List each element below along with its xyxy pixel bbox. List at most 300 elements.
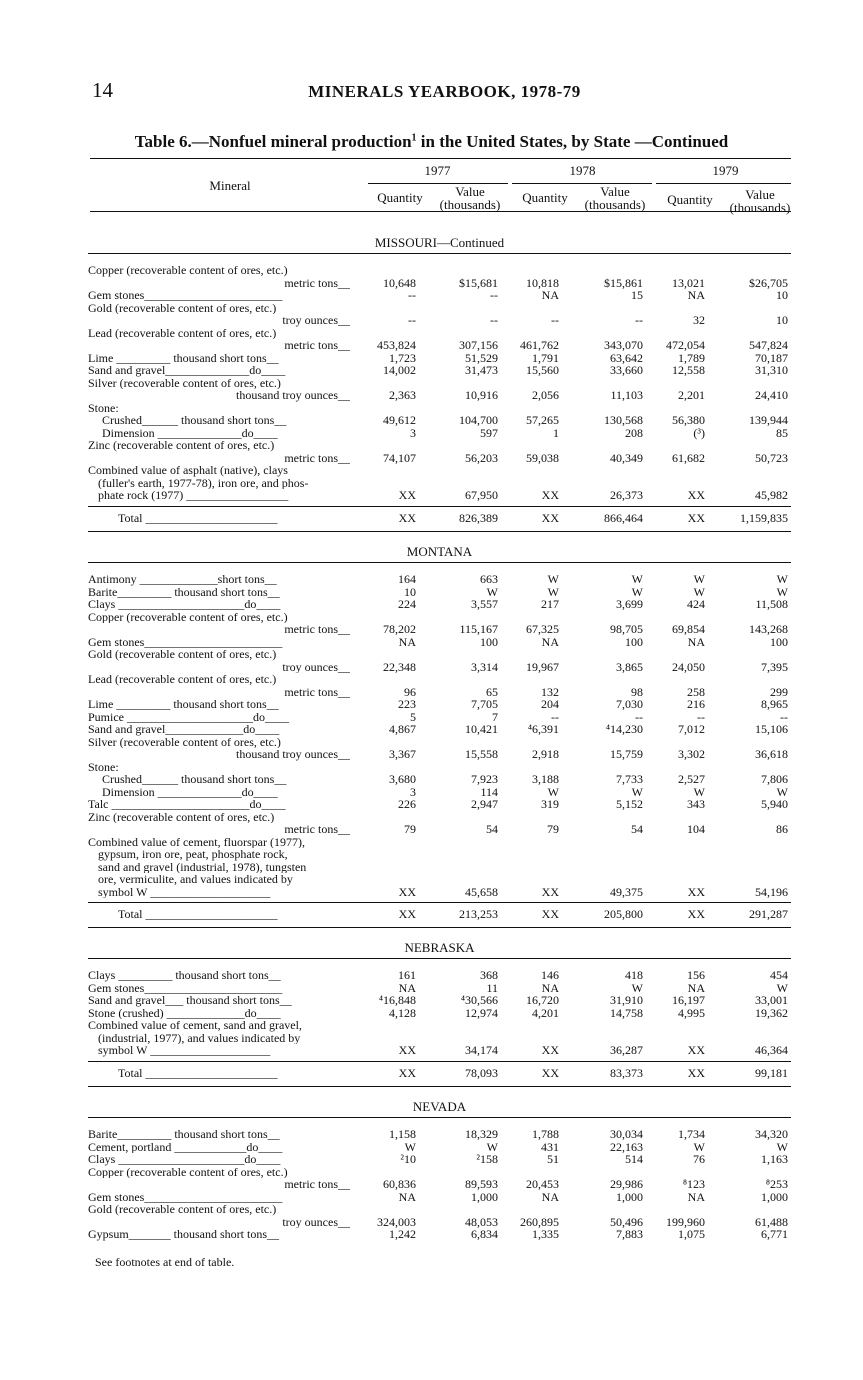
table-row (88, 586, 791, 599)
total-label: Total ______________________ (118, 1065, 278, 1080)
row-value: W (693, 584, 705, 599)
table-row (88, 798, 791, 811)
row-value: W (693, 784, 705, 799)
row-value: W (693, 572, 705, 586)
row-value: 319 (541, 797, 559, 811)
value-header-line1: Value (745, 187, 775, 202)
row-value: 31,310 (755, 363, 788, 377)
row-value: 61,488 (755, 1214, 788, 1229)
row-value: 70,187 (755, 350, 788, 365)
row-value: 11 (486, 980, 498, 995)
row-value: NA (398, 1189, 416, 1204)
row-value: 15,560 (526, 363, 559, 377)
row-label: symbol W ____________________ (98, 885, 271, 898)
table-row (88, 836, 791, 849)
row-value: 22,163 (610, 1139, 643, 1154)
footnote: See footnotes at end of table. (95, 1255, 235, 1269)
row-value: 31,473 (465, 363, 498, 377)
total-value: 205,800 (604, 907, 643, 921)
row-value: 104 (687, 822, 705, 836)
table-title-footnote-mark: 1 (411, 132, 417, 144)
row-value: -- (408, 288, 416, 302)
row-value: NA (541, 634, 559, 649)
row-value: 1,163 (761, 1152, 788, 1166)
row-value: 3,865 (616, 659, 643, 674)
row-value: (³) (693, 425, 705, 440)
total-label: Total ______________________ (118, 510, 278, 525)
row-value: $26,705 (749, 275, 788, 290)
row-value: XX (398, 1043, 416, 1057)
row-value: 146 (541, 968, 559, 982)
row-value: 61,682 (672, 450, 705, 465)
row-value: 1,000 (471, 1189, 498, 1204)
row-label: Copper (recoverable content of ores, etc.) (88, 1165, 288, 1178)
row-label: Sand and gravel______________do____ (88, 364, 286, 377)
row-value: 204 (541, 697, 559, 711)
row-label: Lead (recoverable content of ores, etc.) (88, 326, 277, 339)
row-value: 132 (541, 684, 559, 699)
row-value: NA (541, 1189, 559, 1204)
row-label: Crushed______ thousand short tons__ (102, 414, 287, 427)
table-row (88, 686, 791, 699)
row-value: 2,363 (389, 388, 416, 402)
row-value: 10,421 (465, 722, 498, 736)
row-value: W (547, 784, 559, 799)
row-label: troy ounces__ (282, 314, 350, 327)
table-row (88, 786, 791, 799)
row-value: W (776, 584, 788, 599)
row-value: NA (687, 1189, 705, 1204)
row-value: 4,995 (678, 1005, 705, 1020)
section-rule (88, 562, 791, 563)
book-title: MINERALS YEARBOOK, 1978-79 (308, 82, 581, 101)
row-value: 7,923 (471, 772, 498, 786)
row-value: $15,861 (604, 275, 643, 290)
year-label-1977: 1977 (424, 163, 451, 178)
row-value: 7,733 (616, 772, 643, 786)
row-value: 34,320 (755, 1127, 788, 1141)
row-value: NA (687, 980, 705, 995)
total-value: 99,181 (755, 1065, 788, 1080)
table-row (88, 848, 791, 861)
total-row (88, 903, 791, 925)
row-label: Gem stones_______________________ (88, 635, 283, 648)
section-0 (88, 233, 791, 532)
row-value: W (693, 1139, 705, 1154)
row-label: Zinc (recoverable content of ores, etc.) (88, 810, 275, 823)
row-label: Gold (recoverable content of ores, etc.) (88, 648, 277, 661)
row-label: Sand and gravel___ thousand short tons__ (88, 994, 292, 1007)
row-value: 15,106 (755, 722, 788, 736)
total-value: 83,373 (610, 1065, 643, 1080)
section-title: MISSOURI—Continued (374, 235, 505, 250)
row-value: 4,867 (389, 722, 416, 736)
row-value: W (547, 572, 559, 586)
table-row (88, 661, 791, 674)
row-value: 54,196 (755, 884, 788, 899)
row-value: 115,167 (459, 622, 498, 636)
row-value: 3,367 (389, 747, 416, 761)
total-value: XX (398, 907, 416, 921)
row-value: 45,982 (755, 488, 788, 502)
row-value: 6,771 (761, 1227, 788, 1241)
row-label: Gold (recoverable content of ores, etc.) (88, 301, 277, 314)
row-value: 10 (404, 584, 416, 599)
row-value: ⁴6,391 (527, 722, 559, 736)
row-value: 67,325 (526, 622, 559, 636)
total-row (88, 507, 791, 529)
table-row (88, 623, 791, 636)
table-row (88, 1178, 791, 1191)
row-value: 51 (547, 1152, 559, 1166)
row-value: 3,302 (678, 747, 705, 761)
table-row (88, 302, 791, 315)
total-value: 213,253 (459, 907, 498, 921)
table-row (88, 1044, 791, 1057)
total-value: 1,159,835 (740, 510, 788, 525)
row-value: -- (551, 313, 559, 327)
row-value: 100 (770, 634, 788, 649)
row-value: 98,705 (610, 622, 643, 636)
row-value: W (486, 1139, 498, 1154)
table-row (88, 748, 791, 761)
row-value: W (776, 980, 788, 995)
row-value: 454 (770, 968, 788, 982)
row-label: Combined value of cement, fluorspar (1977), (88, 835, 305, 848)
table-row (88, 1203, 791, 1216)
row-label: metric tons__ (284, 451, 350, 464)
row-label: Barite_________ thousand short tons__ (88, 1128, 280, 1141)
row-value: 4,128 (389, 1005, 416, 1020)
row-value: -- (635, 709, 643, 724)
row-label: troy ounces__ (282, 1215, 350, 1228)
row-label: Combined value of asphalt (native), clays (88, 464, 288, 477)
row-value: 7,705 (471, 697, 498, 711)
table-row (88, 1141, 791, 1154)
row-value: 2,947 (471, 797, 498, 811)
row-value: ²10 (400, 1152, 416, 1166)
row-value: 1,158 (389, 1127, 416, 1141)
value-header-1977 (430, 185, 510, 211)
row-value: XX (398, 884, 416, 899)
row-value: 7,012 (678, 722, 705, 736)
row-value: 3 (410, 425, 416, 440)
table-row (88, 1128, 791, 1141)
table-row (88, 873, 791, 886)
row-value: W (631, 980, 643, 995)
row-label: Sand and gravel_____________do____ (88, 723, 280, 736)
row-value: 7,395 (761, 659, 788, 674)
section-rule (88, 958, 791, 959)
row-value: 299 (770, 684, 788, 699)
row-value: 10,648 (383, 275, 416, 290)
row-value: 453,824 (377, 338, 416, 352)
row-value: 24,050 (672, 659, 705, 674)
row-value: 2,527 (678, 772, 705, 786)
row-value: 36,618 (755, 747, 788, 761)
table-row (88, 811, 791, 824)
row-value: 60,836 (383, 1177, 416, 1191)
row-value: 15 (631, 288, 643, 302)
row-label: Cement, portland ____________do____ (88, 1140, 283, 1153)
row-value: 1,791 (532, 350, 559, 365)
section-end-rule (88, 1086, 791, 1087)
row-value: NA (541, 288, 559, 302)
row-value: 260,895 (520, 1214, 559, 1229)
table-row (88, 969, 791, 982)
table-row (88, 477, 791, 490)
row-value: 7,806 (761, 772, 788, 786)
row-value: 1,000 (761, 1189, 788, 1204)
row-label: thousand troy ounces__ (236, 389, 350, 402)
row-value: 78,202 (383, 622, 416, 636)
section-end-rule (88, 531, 791, 532)
row-value: 11,508 (755, 597, 788, 611)
row-value: 26,373 (610, 488, 643, 502)
table-title (0, 132, 863, 152)
row-value: 10,916 (465, 388, 498, 402)
row-value: 11,103 (610, 388, 643, 402)
row-value: 143,268 (749, 622, 788, 636)
row-value: 307,156 (459, 338, 498, 352)
table-row (88, 823, 791, 836)
row-value: 324,003 (377, 1214, 416, 1229)
row-label: Pumice _____________________do____ (88, 710, 289, 723)
total-label: Total ______________________ (118, 907, 278, 921)
row-value: 2,201 (678, 388, 705, 402)
row-value: W (776, 784, 788, 799)
row-value: 12,558 (672, 363, 705, 377)
row-value: 130,568 (604, 413, 643, 427)
row-value: 7 (492, 709, 498, 724)
row-value: 54 (486, 822, 498, 836)
year-label-1979: 1979 (712, 163, 739, 178)
row-value: 368 (480, 968, 498, 982)
quantity-header-1978: Quantity (522, 190, 568, 205)
section-end-rule (88, 927, 791, 928)
quantity-header-1979: Quantity (667, 192, 713, 207)
row-value: 16,720 (526, 993, 559, 1007)
row-value: XX (541, 884, 559, 899)
row-label: Lime _________ thousand short tons__ (88, 351, 279, 364)
row-value: 56,380 (672, 413, 705, 427)
row-value: 472,054 (666, 338, 705, 352)
row-value: 5 (410, 709, 416, 724)
row-value: ⁸253 (765, 1177, 788, 1191)
row-value: -- (635, 313, 643, 327)
row-value: 24,410 (755, 388, 788, 402)
row-value: 54 (631, 822, 643, 836)
row-value: 50,496 (610, 1214, 643, 1229)
row-value: 208 (625, 425, 643, 440)
row-label: Clays _____________________do____ (88, 1153, 281, 1166)
row-value: 7,030 (616, 697, 643, 711)
row-value: 3,699 (616, 597, 643, 611)
row-value: 100 (480, 634, 498, 649)
row-value: 14,758 (610, 1005, 643, 1020)
row-value: 1,734 (678, 1127, 705, 1141)
value-header-line1: Value (600, 184, 630, 199)
row-label: metric tons__ (284, 339, 350, 352)
row-value: 461,762 (520, 338, 559, 352)
row-label: Gem stones_______________________ (88, 981, 283, 994)
table-row (88, 452, 791, 465)
table-row (88, 673, 791, 686)
row-value: W (547, 584, 559, 599)
row-value: 547,824 (749, 338, 788, 352)
row-value: 36,287 (610, 1043, 643, 1057)
row-value: 1,789 (678, 350, 705, 365)
page-header (92, 78, 797, 106)
row-label: Silver (recoverable content of ores, etc.) (88, 735, 281, 748)
row-value: 96 (404, 684, 416, 699)
row-label: Stone (crushed) _____________do____ (88, 1006, 281, 1019)
row-value: NA (398, 980, 416, 995)
row-value: W (631, 584, 643, 599)
row-label: sand and gravel (industrial, 1978), tungsten (98, 860, 307, 873)
table-row (88, 289, 791, 302)
row-value: 65 (486, 684, 498, 699)
row-value: 5,152 (616, 797, 643, 811)
row-value: XX (541, 1043, 559, 1057)
section-title: NEBRASKA (404, 940, 475, 955)
row-value: W (486, 584, 498, 599)
row-value: 79 (404, 822, 416, 836)
row-value: 19,967 (526, 659, 559, 674)
row-value: 49,612 (383, 413, 416, 427)
total-value: XX (541, 907, 559, 921)
row-value: -- (408, 313, 416, 327)
row-value: W (776, 572, 788, 586)
row-value: 19,362 (755, 1005, 788, 1020)
row-value: NA (687, 288, 705, 302)
table-row (88, 414, 791, 427)
row-value: 10,818 (526, 275, 559, 290)
row-label: ore, vermiculite, and values indicated by (98, 873, 293, 886)
row-value: XX (687, 488, 705, 502)
table-row (88, 314, 791, 327)
table-row (88, 1032, 791, 1045)
row-value: 2,918 (532, 747, 559, 761)
row-value: 3,188 (532, 772, 559, 786)
row-value: 514 (625, 1152, 643, 1166)
row-label: metric tons__ (284, 685, 350, 698)
section-rule (88, 253, 791, 254)
table-row (88, 464, 791, 477)
year-label-1978: 1978 (569, 163, 596, 178)
row-value: ⁸123 (682, 1177, 705, 1191)
row-value: 56,203 (465, 450, 498, 465)
row-value: 51,529 (465, 350, 498, 365)
row-label: Dimension ______________do____ (102, 785, 278, 798)
table-row (88, 994, 791, 1007)
table-row (88, 1007, 791, 1020)
page-number: 14 (92, 78, 113, 102)
row-value: 40,349 (610, 450, 643, 465)
table-row (88, 439, 791, 452)
table-row (88, 698, 791, 711)
row-value: 7,883 (616, 1227, 643, 1241)
row-value: 14,002 (383, 363, 416, 377)
row-label: gypsum, iron ore, peat, phosphate rock, (98, 848, 288, 861)
row-value: 8,965 (761, 697, 788, 711)
total-value: 826,389 (459, 510, 498, 525)
row-value: 67,950 (465, 488, 498, 502)
row-value: 10 (776, 288, 788, 302)
table-row (88, 1019, 791, 1032)
row-label: troy ounces__ (282, 660, 350, 673)
row-value: 12,974 (465, 1005, 498, 1020)
total-value: XX (541, 1065, 559, 1080)
row-value: -- (490, 288, 498, 302)
section-1 (88, 542, 791, 928)
row-label: Gold (recoverable content of ores, etc.) (88, 1203, 277, 1216)
row-label: Copper (recoverable content of ores, etc.) (88, 264, 288, 277)
table-title-text: Table 6.—Nonfuel mineral production (134, 132, 412, 151)
row-value: 5,940 (761, 797, 788, 811)
table-row (88, 886, 791, 899)
row-value: 18,329 (465, 1127, 498, 1141)
table-row (88, 723, 791, 736)
table-row (88, 636, 791, 649)
row-label: Antimony _____________short tons__ (88, 573, 277, 586)
table-row (88, 598, 791, 611)
row-value: 199,960 (666, 1214, 705, 1229)
row-label: Clays _____________________do____ (88, 598, 281, 611)
table-row (88, 277, 791, 290)
row-value: ⁴16,848 (378, 993, 416, 1007)
mineral-column-label: Mineral (209, 178, 251, 193)
table-row (88, 861, 791, 874)
row-value: XX (398, 488, 416, 502)
row-value: 424 (687, 597, 705, 611)
row-value: 343,070 (604, 338, 643, 352)
row-label: Zinc (recoverable content of ores, etc.) (88, 439, 275, 452)
row-value: 30,034 (610, 1127, 643, 1141)
section-title: MONTANA (406, 544, 473, 559)
row-value: NA (398, 634, 416, 649)
row-value: 104,700 (459, 413, 498, 427)
row-label: Lead (recoverable content of ores, etc.) (88, 673, 277, 686)
table-row (88, 648, 791, 661)
row-label: metric tons__ (284, 276, 350, 289)
row-value: 1,075 (678, 1227, 705, 1241)
row-value: 98 (631, 684, 643, 699)
row-value: W (631, 572, 643, 586)
row-value: 156 (687, 968, 705, 982)
row-value: 59,038 (526, 450, 559, 465)
row-label: (industrial, 1977), and values indicated by (98, 1031, 301, 1044)
row-value: 663 (480, 572, 498, 586)
row-value: 1,242 (389, 1227, 416, 1241)
total-value: 866,464 (604, 510, 643, 525)
row-label: metric tons__ (284, 623, 350, 636)
table-row (88, 573, 791, 586)
row-value: 6,834 (471, 1227, 498, 1241)
table-row (88, 1228, 791, 1241)
total-value: XX (687, 907, 705, 921)
row-value: 258 (687, 684, 705, 699)
value-header-line1: Value (455, 184, 485, 199)
row-value: 114 (480, 784, 498, 799)
row-value: 85 (776, 425, 788, 440)
table-row (88, 1153, 791, 1166)
row-label: Stone: (88, 401, 119, 414)
total-row (88, 1062, 791, 1084)
value-header-1978 (575, 185, 655, 211)
row-label: Dimension ______________do____ (102, 426, 278, 439)
table-row (88, 389, 791, 402)
